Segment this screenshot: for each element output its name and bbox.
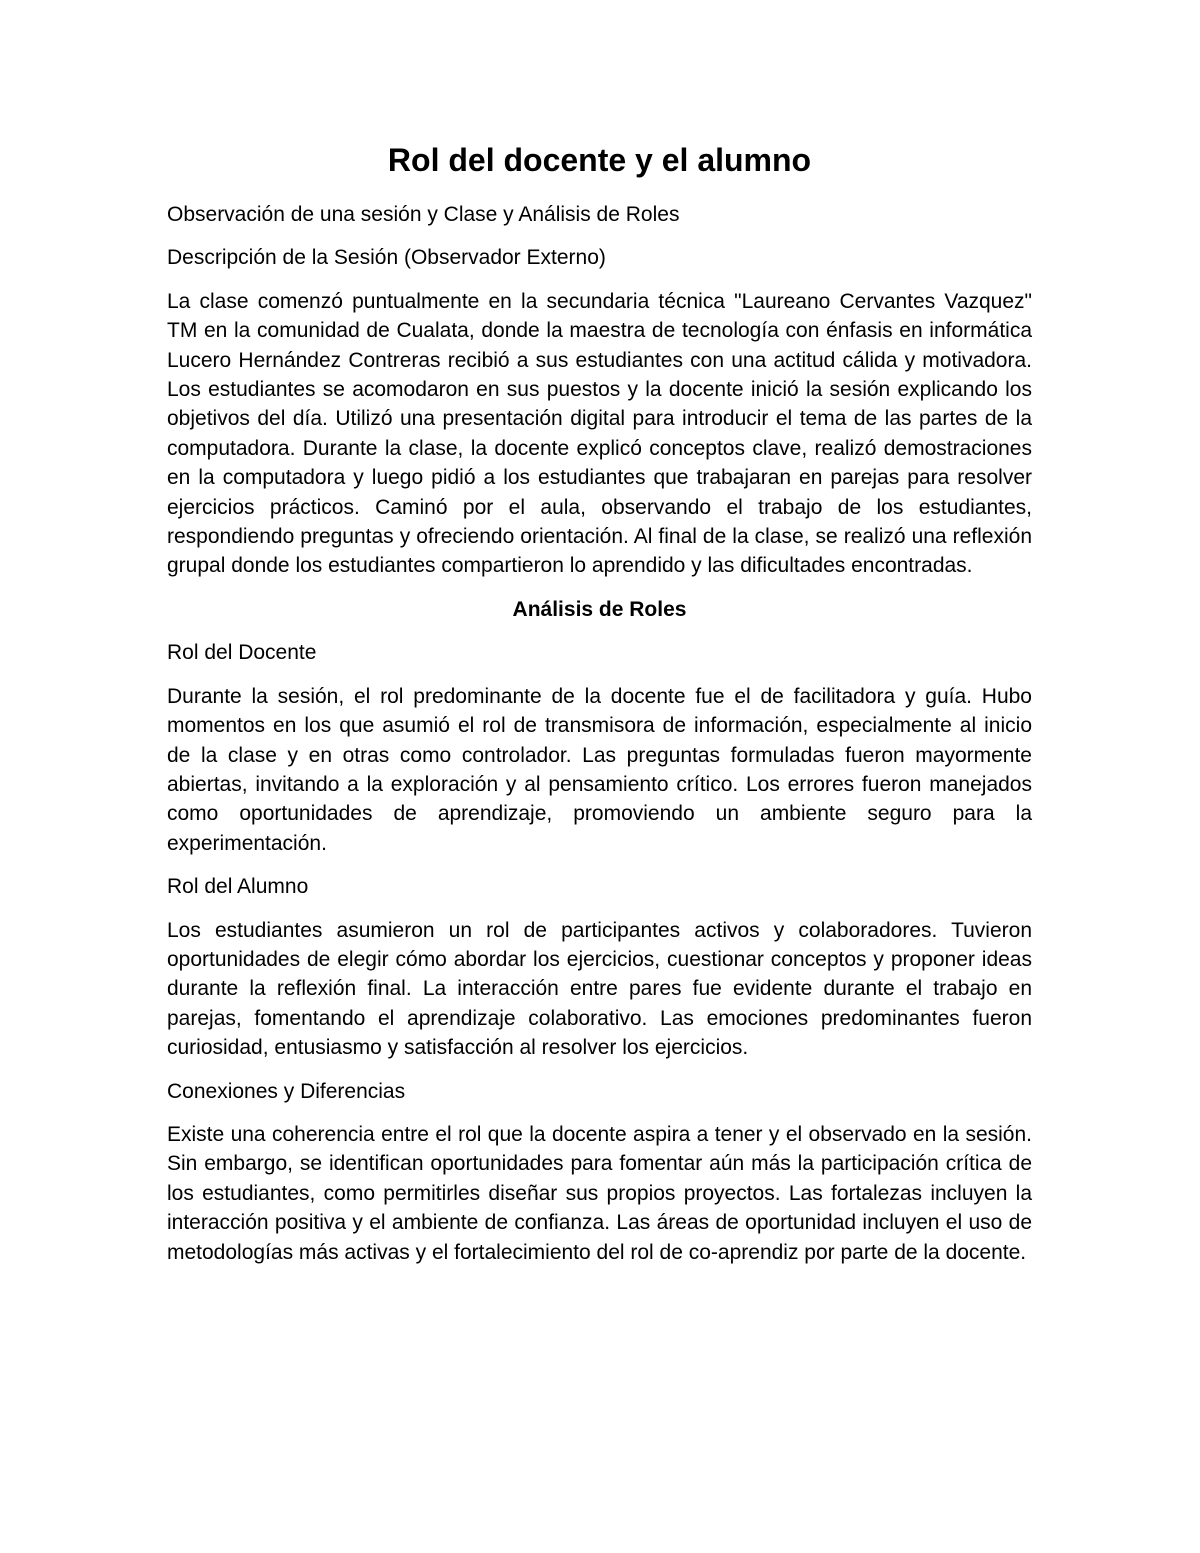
student-role-heading: Rol del Alumno <box>167 875 309 899</box>
document-title: Rol del docente y el alumno <box>387 142 812 178</box>
teacher-role-heading: Rol del Docente <box>167 641 317 665</box>
connections-paragraph: Existe una coherencia entre el rol que la docente aspira a tener y el observado en la sesión. Sin embargo, se identifican oportunidades para fomentar aún más la participación crítica de los estudiantes, como permitirles diseñar sus propios proyectos. Las fortalezas incluyen la interacción positiva y el ambiente de confianza. Las áreas de oportunidad incluyen el uso de metodologías más activas y el fortalecimiento del rol de co-aprendiz por parte de la docente. <box>167 1122 1032 1264</box>
teacher-role-paragraph: Durante la sesión, el rol predominante de la docente fue el de facilitadora y guía. Hubo momentos en los que asumió el rol de transmisora de información, especialmente al inicio de la clase y en otras como controlador. Las preguntas formuladas fueron mayormente abiertas, invitando a la exploración y al pensamiento crítico. Los errores fueron manejados como oportunidades de aprendizaje, promoviendo un ambiente seguro para la experimentación. <box>167 684 1032 855</box>
connections-heading: Conexiones y Diferencias <box>167 1079 406 1103</box>
description-paragraph: La clase comenzó puntualmente en la secundaria técnica "Laureano Cervantes Vazquez" TM en la comunidad de Cualata, donde la maestra de tecnología con énfasis en informática Lucero Hernández Contreras recibió a sus estudiantes con una actitud cálida y motivadora. Los estudiantes se acomodaron en sus puestos y la docente inició la sesión explicando los objetivos del día. Utilizó una presentación digital para introducir el tema de las partes de la computadora. Durante la clase, la docente explicó conceptos clave, realizó demostraciones en la computadora y luego pidió a los estudiantes que trabajaran en parejas para resolver ejercicios prácticos. Caminó por el aula, observando el trabajo de los estudiantes, respondiendo preguntas y ofreciendo orientación. Al final de la clase, se realizó una reflexión grupal donde los estudiantes compartieron lo aprendido y las dificultades encontradas. <box>167 289 1032 578</box>
document-page <box>167 140 1032 1281</box>
description-heading: Descripción de la Sesión (Observador Externo) <box>167 246 606 270</box>
analysis-heading: Análisis de Roles <box>512 597 687 621</box>
student-role-paragraph: Los estudiantes asumieron un rol de participantes activos y colaboradores. Tuvieron oportunidades de elegir cómo abordar los ejercicios, cuestionar conceptos y proponer ideas durante la reflexión final. La interacción entre pares fue evidente durante el trabajo en parejas, fomentando el aprendizaje colaborativo. Las emociones predominantes fueron curiosidad, entusiasmo y satisfacción al resolver los ejercicios. <box>167 918 1032 1060</box>
document-subtitle: Observación de una sesión y Clase y Análisis de Roles <box>167 203 680 226</box>
